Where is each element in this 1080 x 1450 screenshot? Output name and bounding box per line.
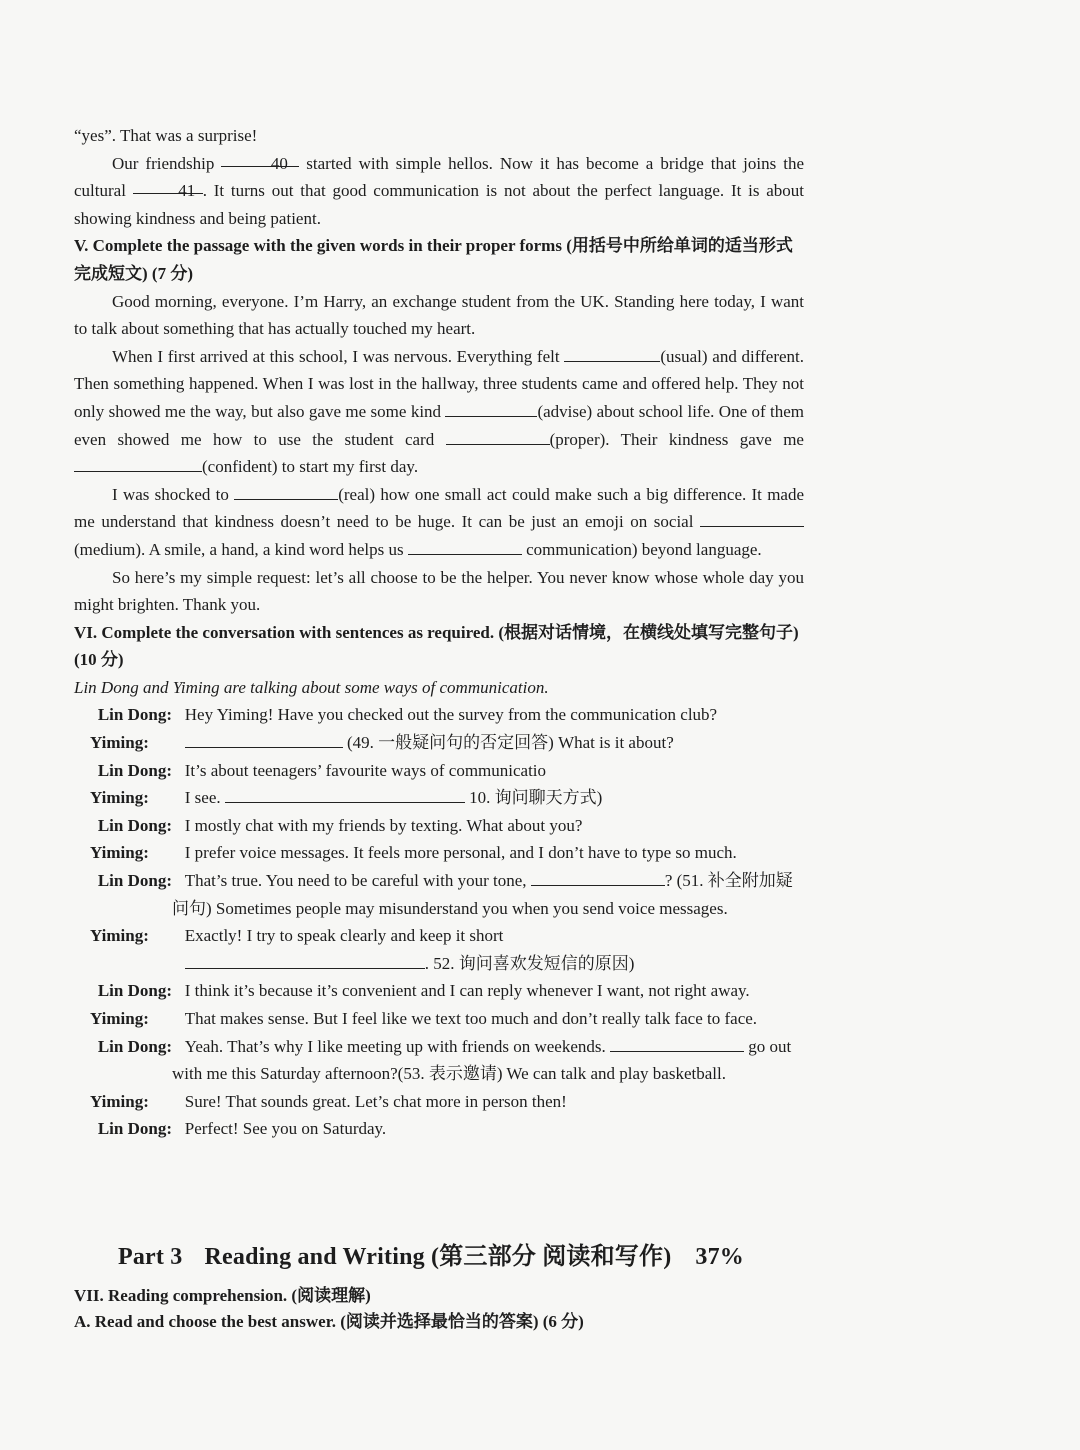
exam-page-body — [74, 122, 804, 1143]
dialog-line — [172, 757, 804, 785]
word-proper: (proper). — [549, 429, 610, 449]
dialog-line — [172, 812, 804, 840]
dialog-line — [172, 701, 804, 729]
section-5-para-2 — [74, 343, 804, 481]
word-confident: (confident) — [202, 457, 278, 477]
dialog-line — [172, 839, 804, 867]
dialog-line — [172, 784, 804, 812]
dialog-line — [172, 1115, 804, 1143]
para2-text-a: When I first arrived at this school, I was nervous. Everything felt — [112, 346, 560, 366]
friendship-text-1: Our friendship — [112, 153, 222, 173]
blank-46[interactable] — [234, 483, 338, 500]
blank-53[interactable] — [610, 1035, 744, 1052]
dialog-intro: Lin Dong and Yiming are talking about some ways of communication. — [74, 677, 549, 697]
para3-text-b: how one small act could make such a big difference. It made me understand that kindness doesn’t need to be huge. It can be just an emoji on social — [74, 484, 805, 532]
para3-text-d: beyond language. — [641, 539, 762, 559]
speaker-label: Yiming: — [90, 926, 149, 946]
dialog-line — [172, 977, 804, 1005]
word-usual: (usual) — [660, 346, 708, 366]
para2-text-d: Their kindness gave me — [620, 429, 804, 449]
blank-49[interactable] — [185, 731, 343, 748]
word-real: (real) — [338, 484, 376, 504]
para3-text-a: I was shocked to — [112, 484, 229, 504]
friendship-text-3: . It turns out that good communication is not about the perfect language. It is about showing kindness and being patient. — [74, 181, 805, 228]
section-7a-title: A. Read and choose the best answer. (阅读并选择最恰当的答案) (6 分) — [74, 1312, 584, 1331]
dialog-text: I mostly chat with my friends by texting. What about you? — [184, 815, 583, 835]
part-3-heading — [118, 1236, 744, 1271]
speaker-label: Lin Dong: — [97, 1036, 172, 1056]
para2-text-e: to start my first day. — [281, 457, 419, 477]
part-3-percent: 37% — [695, 1244, 745, 1270]
dialog-text: That makes sense. But I feel like we text too much and don’t really talk face to face. — [184, 1009, 758, 1028]
section-7-title: VII. Reading comprehension. (阅读理解) — [74, 1286, 371, 1305]
blank-42[interactable] — [564, 345, 660, 362]
blank-48[interactable] — [408, 538, 522, 555]
blank-43[interactable] — [445, 400, 537, 417]
dialog-line — [172, 1033, 804, 1088]
blank-41-number: 41 — [178, 181, 196, 201]
dialog-text: I prefer voice messages. It feels more personal, and I don’t have to type so much. — [184, 843, 737, 863]
dialog-line — [172, 729, 804, 757]
continuation-line: “yes”. That was a surprise! — [74, 126, 258, 145]
section-5-para-1: Good morning, everyone. I’m Harry, an exchange student from the UK. Standing here today, I want to talk about something that has actually touched my heart. — [74, 291, 804, 339]
section-5-title: V. Complete the passage with the given words in their proper forms (用括号中所给单词的适当形式完成短文) (7 分) — [74, 236, 793, 283]
dialog-text: I see. — [184, 788, 221, 808]
speaker-label: Yiming: — [90, 843, 149, 863]
dialog-text: It’s about teenagers’ favourite ways of communicatio — [184, 760, 547, 780]
section-6-title: VI. Complete the conversation with sentences as required. (根据对话情境，在横线处填写完整句子) (10 分) — [74, 622, 799, 670]
para2-text-c: about school life. One of them even showed me how to use the student card — [74, 401, 805, 449]
section-5-para-3 — [74, 481, 804, 564]
dialog — [74, 701, 804, 1143]
dialog-line — [172, 1005, 804, 1033]
dialog-text: ? (51. 补全附加疑问句) Sometimes people may misunderstand you when you send voice messages. — [172, 871, 793, 918]
dialog-text: Hey Yiming! Have you checked out the survey from the communication club? — [184, 705, 718, 725]
speaker-label: Yiming: — [90, 733, 149, 753]
speaker-label: Lin Dong: — [97, 871, 172, 891]
dialog-text: go out with me this Saturday afternoon?(53. 表示邀请) We can talk and play basketball. — [172, 1036, 792, 1084]
blank-50[interactable] — [225, 786, 465, 803]
blank-47[interactable] — [700, 510, 804, 527]
dialog-text: That’s true. You need to be careful with your tone, — [184, 871, 527, 891]
friendship-paragraph — [74, 150, 804, 233]
dialog-text: 52. 询问喜欢发短信的原因) — [433, 953, 635, 973]
word-medium: (medium). — [74, 539, 146, 559]
blank-41[interactable] — [133, 177, 203, 201]
speaker-label: Lin Dong: — [97, 1119, 172, 1139]
section-5-para-4: So here’s my simple request: let’s all choose to be the helper. You never know whose whole day you might brighten. Thank you. — [74, 567, 804, 615]
speaker-label: Lin Dong: — [97, 760, 172, 780]
para2-text-b: and different. Then something happened. When I was lost in the hallway, three students came and offered help. They not only showed me the way, but also gave me some kind — [74, 346, 805, 421]
para3-text-c: A smile, a hand, a kind word helps us — [148, 539, 404, 559]
dialog-text: Perfect! See you on Saturday. — [184, 1119, 387, 1139]
dialog-text: Sure! That sounds great. Let’s chat more in person then! — [184, 1091, 567, 1111]
blank-51[interactable] — [531, 869, 665, 886]
dialog-text: Exactly! I try to speak clearly and keep it short — [184, 926, 504, 946]
dialog-line: Exactly! I try to speak clearly and keep it short . 52. 询问喜欢发短信的原因) — [184, 926, 635, 973]
speaker-label: Lin Dong: — [97, 981, 172, 1001]
friendship-text-2: started with simple hellos. Now it has become a bridge that joins the cultural — [74, 153, 804, 201]
word-communication: communication) — [526, 539, 638, 559]
blank-40[interactable] — [221, 150, 299, 173]
part-3-label: Part 3 — [118, 1244, 183, 1270]
blank-40-number: 40 — [270, 153, 288, 173]
dialog-text: I think it’s because it’s convenient and I can reply whenever I want, not right away. — [184, 981, 750, 1001]
speaker-label: Lin Dong: — [97, 815, 172, 835]
blank-44[interactable] — [446, 428, 550, 445]
speaker-label: Yiming: — [90, 1009, 149, 1028]
blank-52[interactable] — [185, 952, 425, 969]
speaker-label: Yiming: — [90, 788, 149, 808]
speaker-label: Lin Dong: — [97, 705, 172, 725]
part-3-title: Reading and Writing (第三部分 阅读和写作) — [204, 1244, 672, 1270]
dialog-line — [172, 867, 804, 922]
dialog-line — [172, 1088, 804, 1116]
dialog-text: Yeah. That’s why I like meeting up with friends on weekends. — [184, 1036, 606, 1056]
dialog-text: 10. 询问聊天方式) — [469, 788, 603, 808]
word-advise: (advise) — [537, 401, 593, 421]
blank-45[interactable] — [74, 455, 202, 472]
dialog-text: (49. 一般疑问句的否定回答) What is it about? — [347, 733, 674, 753]
speaker-label: Yiming: — [90, 1091, 149, 1111]
